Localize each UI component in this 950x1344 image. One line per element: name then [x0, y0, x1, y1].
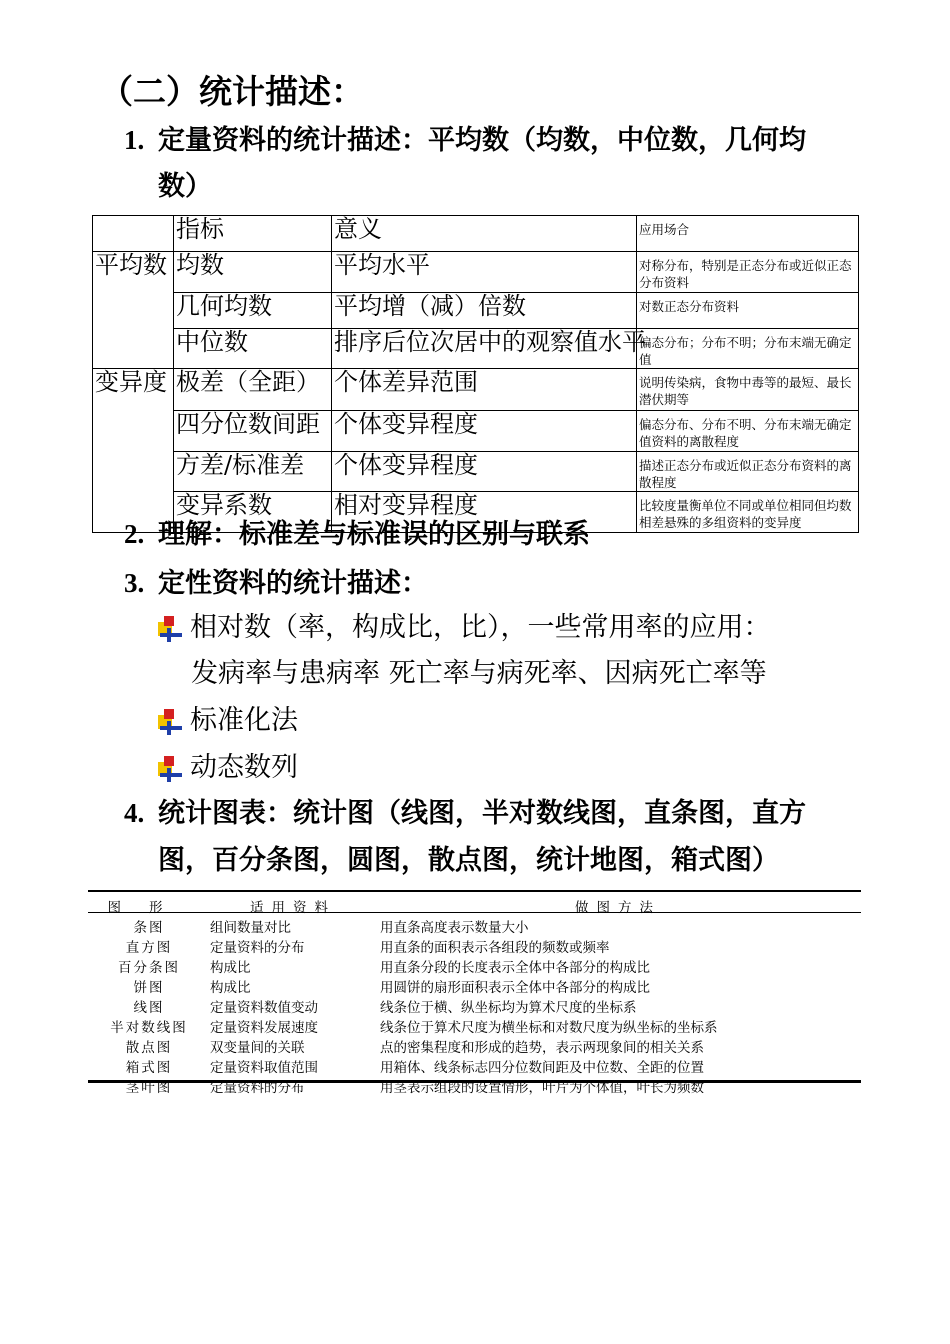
- section-1: [124, 118, 806, 157]
- chart-name-cell: 直方图: [125, 940, 173, 956]
- table-header-row: [88, 896, 861, 916]
- page-heading: （二）统计描述：: [100, 72, 364, 111]
- table-row: [88, 936, 861, 956]
- chart-name-cell: 条图: [133, 920, 165, 936]
- usage-cell: 比较度量衡单位不同或单位相同但均数相差悬殊的多组资料的变异度: [637, 492, 859, 533]
- indicator-cell: 几何均数: [174, 292, 332, 328]
- bullet-item: [158, 745, 298, 784]
- meaning-cell: 个体变异程度: [332, 451, 637, 492]
- indicator-cell: 四分位数间距: [174, 411, 332, 452]
- section-3-number: 3.: [124, 568, 145, 598]
- section-4-text-cont: 图，百分条图，圆图，散点图，统计地图，箱式图）: [158, 845, 779, 876]
- table-row: [88, 1076, 861, 1096]
- header-indicator: 指标: [174, 216, 332, 252]
- table-row: [93, 252, 859, 293]
- bullet-text: 动态数列: [190, 752, 298, 783]
- applicable-data-cell: 组间数量对比: [210, 920, 291, 936]
- method-cell: 用直条分段的长度表示全体中各部分的构成比: [380, 960, 650, 976]
- table-row: [93, 328, 859, 369]
- header-chart: 图形: [107, 900, 191, 916]
- section-4: [124, 791, 806, 830]
- section-3: [124, 561, 428, 600]
- chart-name-cell: 茎叶图: [125, 1080, 173, 1096]
- table-top-rule: [88, 890, 861, 892]
- section-1-number: 1.: [124, 125, 145, 155]
- table-row: [88, 1036, 861, 1056]
- section-1-text: 定量资料的统计描述：平均数（均数，中位数，几何均: [158, 125, 806, 156]
- indicator-cell: 均数: [174, 252, 332, 293]
- meaning-cell: 个体差异范围: [332, 369, 637, 411]
- table-row: [88, 1056, 861, 1076]
- header-meaning: 意义: [332, 216, 637, 252]
- indicator-cell: 变异系数: [174, 492, 332, 533]
- applicable-data-cell: 定量资料发展速度: [210, 1020, 318, 1036]
- section-4-number: 4.: [124, 798, 145, 828]
- section-2-text: 理解：标准差与标准误的区别与联系: [158, 519, 590, 550]
- chart-name-cell: 箱式图: [125, 1060, 173, 1076]
- header-data: 适用资料: [250, 900, 336, 916]
- bullet-text-cont: 发病率与患病率 死亡率与病死率、因病死亡率等: [191, 658, 767, 689]
- table-row: [88, 956, 861, 976]
- table-row: [88, 996, 861, 1016]
- meaning-cell: 相对变异程度: [332, 492, 637, 533]
- indicator-cell: 方差/标准差: [174, 451, 332, 492]
- table-header-row: [93, 216, 859, 252]
- header-empty: [93, 216, 174, 252]
- mean-variation-table: [92, 215, 859, 533]
- method-cell: 用箱体、线条标志四分位数间距及中位数、全距的位置: [380, 1060, 704, 1076]
- method-cell: 用茎表示组段的设置情形，叶片为个体值，叶长为频数: [380, 1080, 704, 1096]
- section-2-number: 2.: [124, 519, 145, 549]
- section-3-text: 定性资料的统计描述：: [158, 568, 428, 599]
- chart-name-cell: 散点图: [125, 1040, 173, 1056]
- bullet-item: [158, 605, 771, 644]
- usage-cell: 对称分布，特别是正态分布或近似正态分布资料: [637, 252, 859, 293]
- table-row: [93, 411, 859, 452]
- colored-square-bullet-icon: [158, 709, 184, 735]
- chart-name-cell: 半对数线图: [110, 1020, 188, 1036]
- method-cell: 线条位于横、纵坐标均为算术尺度的坐标系: [380, 1000, 637, 1016]
- table-row: [88, 1016, 861, 1036]
- header-method: 做图方法: [575, 900, 661, 916]
- table-row: [88, 976, 861, 996]
- applicable-data-cell: 定量资料数值变动: [210, 1000, 318, 1016]
- indicator-cell: 中位数: [174, 328, 332, 369]
- applicable-data-cell: 定量资料的分布: [210, 940, 305, 956]
- usage-cell: 对数正态分布资料: [637, 292, 859, 328]
- section-1-text-cont: 数）: [158, 171, 212, 202]
- meaning-cell: 平均增（减）倍数: [332, 292, 637, 328]
- header-usage: 应用场合: [637, 216, 859, 252]
- method-cell: 线条位于算术尺度为横坐标和对数尺度为纵坐标的坐标系: [380, 1020, 718, 1036]
- section-4-text: 统计图表：统计图（线图，半对数线图，直条图，直方: [158, 798, 806, 829]
- indicator-cell: 极差（全距）: [174, 369, 332, 411]
- applicable-data-cell: 构成比: [210, 960, 251, 976]
- bullet-text: 标准化法: [190, 705, 298, 736]
- usage-cell: 偏态分布、分布不明、分布末端无确定值资料的离散程度: [637, 411, 859, 452]
- table-row: [93, 451, 859, 492]
- method-cell: 用直条高度表示数量大小: [380, 920, 529, 936]
- table-row: [93, 369, 859, 411]
- usage-cell: 偏态分布；分布不明；分布末端无确定值: [637, 328, 859, 369]
- meaning-cell: 平均水平: [332, 252, 637, 293]
- usage-cell: 说明传染病，食物中毒等的最短、最长潜伏期等: [637, 369, 859, 411]
- method-cell: 用圆饼的扇形面积表示全体中各部分的构成比: [380, 980, 650, 996]
- colored-square-bullet-icon: [158, 756, 184, 782]
- chart-name-cell: 线图: [133, 1000, 165, 1016]
- applicable-data-cell: 定量资料取值范围: [210, 1060, 318, 1076]
- meaning-cell: 个体变异程度: [332, 411, 637, 452]
- chart-types-table: [88, 896, 861, 1096]
- group-label-variation: 变异度: [93, 369, 174, 533]
- group-label-mean: 平均数: [93, 252, 174, 369]
- table-row: [88, 916, 861, 936]
- meaning-cell: 排序后位次居中的观察值水平: [332, 328, 637, 369]
- applicable-data-cell: 双变量间的关联: [210, 1040, 305, 1056]
- chart-name-cell: 百分条图: [118, 960, 180, 976]
- colored-square-bullet-icon: [158, 616, 184, 642]
- bullet-text: 相对数（率，构成比，比），一些常用率的应用：: [190, 612, 771, 643]
- section-2: [124, 512, 590, 551]
- chart-name-cell: 饼图: [133, 980, 165, 996]
- table-row: [93, 292, 859, 328]
- method-cell: 点的密集程度和形成的趋势，表示两现象间的相关关系: [380, 1040, 704, 1056]
- method-cell: 用直条的面积表示各组段的频数或频率: [380, 940, 610, 956]
- bullet-item: [158, 698, 298, 737]
- applicable-data-cell: 定量资料的分布: [210, 1080, 305, 1096]
- applicable-data-cell: 构成比: [210, 980, 251, 996]
- usage-cell: 描述正态分布或近似正态分布资料的离散程度: [637, 451, 859, 492]
